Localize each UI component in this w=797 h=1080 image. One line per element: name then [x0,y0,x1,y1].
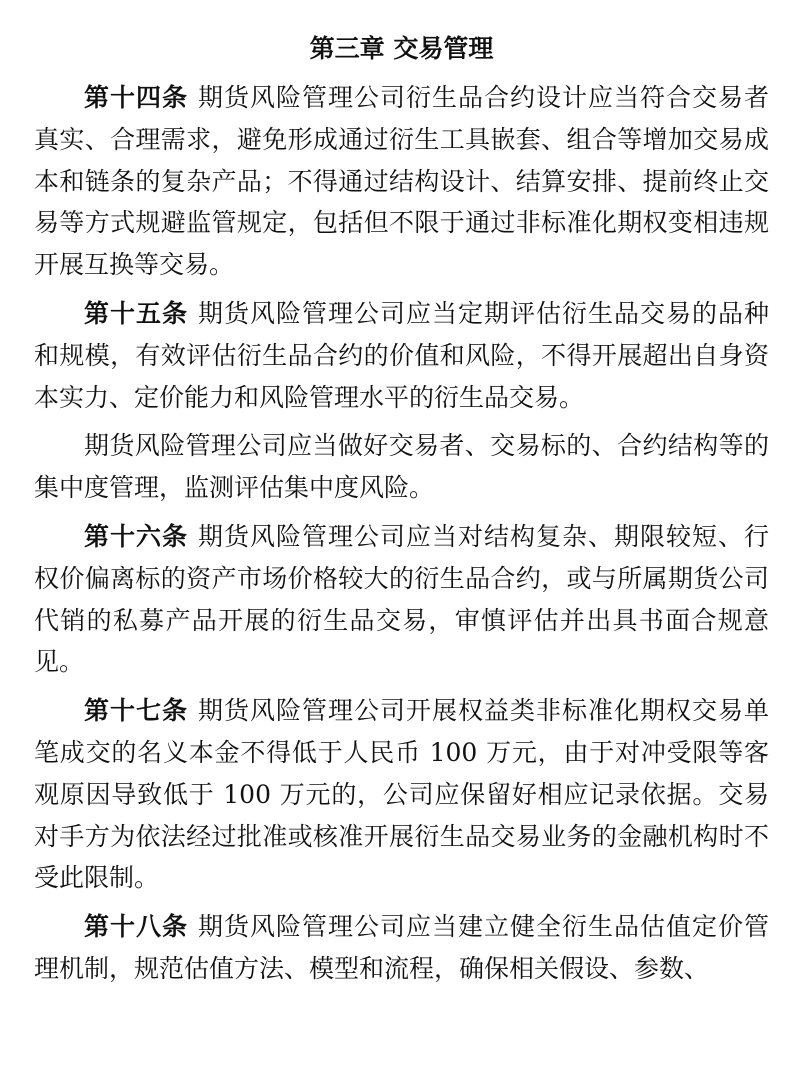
article-label: 第十四条 [84,83,188,112]
article-15-continued [34,425,769,509]
article-text: 期货风险管理公司应当对结构复杂、期限较短、行权价偏离标的资产市场价格较大的衍生品合约，或与所属期货公司代销的私募产品开展的衍生品交易，审慎评估并出具书面合规意见。 [34,521,769,677]
article-text: 期货风险管理公司应当建立健全衍生品估值定价管理机制，规范估值方法、模型和流程，确保相关假设、参数、 [34,912,769,983]
article-16 [34,516,769,683]
article-text: 期货风险管理公司应当做好交易者、交易标的、合约结构等的集中度管理，监测评估集中度风险。 [34,431,769,503]
article-text: 期货风险管理公司开展权益类非标准化期权交易单笔成交的名义本金不得低于人民币 100 万元，由于对冲受限等客观原因导致低于 100 万元的，公司应保留好相应记录依据。交易对手方为依法经过批准或核准开展衍生品交易业务的金融机构时不受此限制。 [34,696,769,893]
article-label: 第十五条 [84,298,188,328]
article-label: 第十八条 [84,912,188,942]
article-15 [34,293,769,418]
article-18 [34,906,769,990]
article-label: 第十七条 [84,696,188,726]
document-page [34,0,769,1080]
article-14 [34,77,769,286]
article-text: 期货风险管理公司衍生品合约设计应当符合交易者真实、合理需求，避免形成通过衍生工具嵌套、组合等增加交易成本和链条的复杂产品；不得通过结构设计、结算安排、提前终止交易等方式规避监管规定，包括但不限于通过非标准化期权变相违规开展互换等交易。 [34,83,769,280]
chapter-title: 第三章 交易管理 [309,34,494,63]
article-17 [34,690,769,899]
article-text: 期货风险管理公司应当定期评估衍生品交易的品种和规模，有效评估衍生品合约的价值和风险，不得开展超出自身资本实力、定价能力和风险管理水平的衍生品交易。 [34,298,769,412]
article-label: 第十六条 [84,521,188,551]
